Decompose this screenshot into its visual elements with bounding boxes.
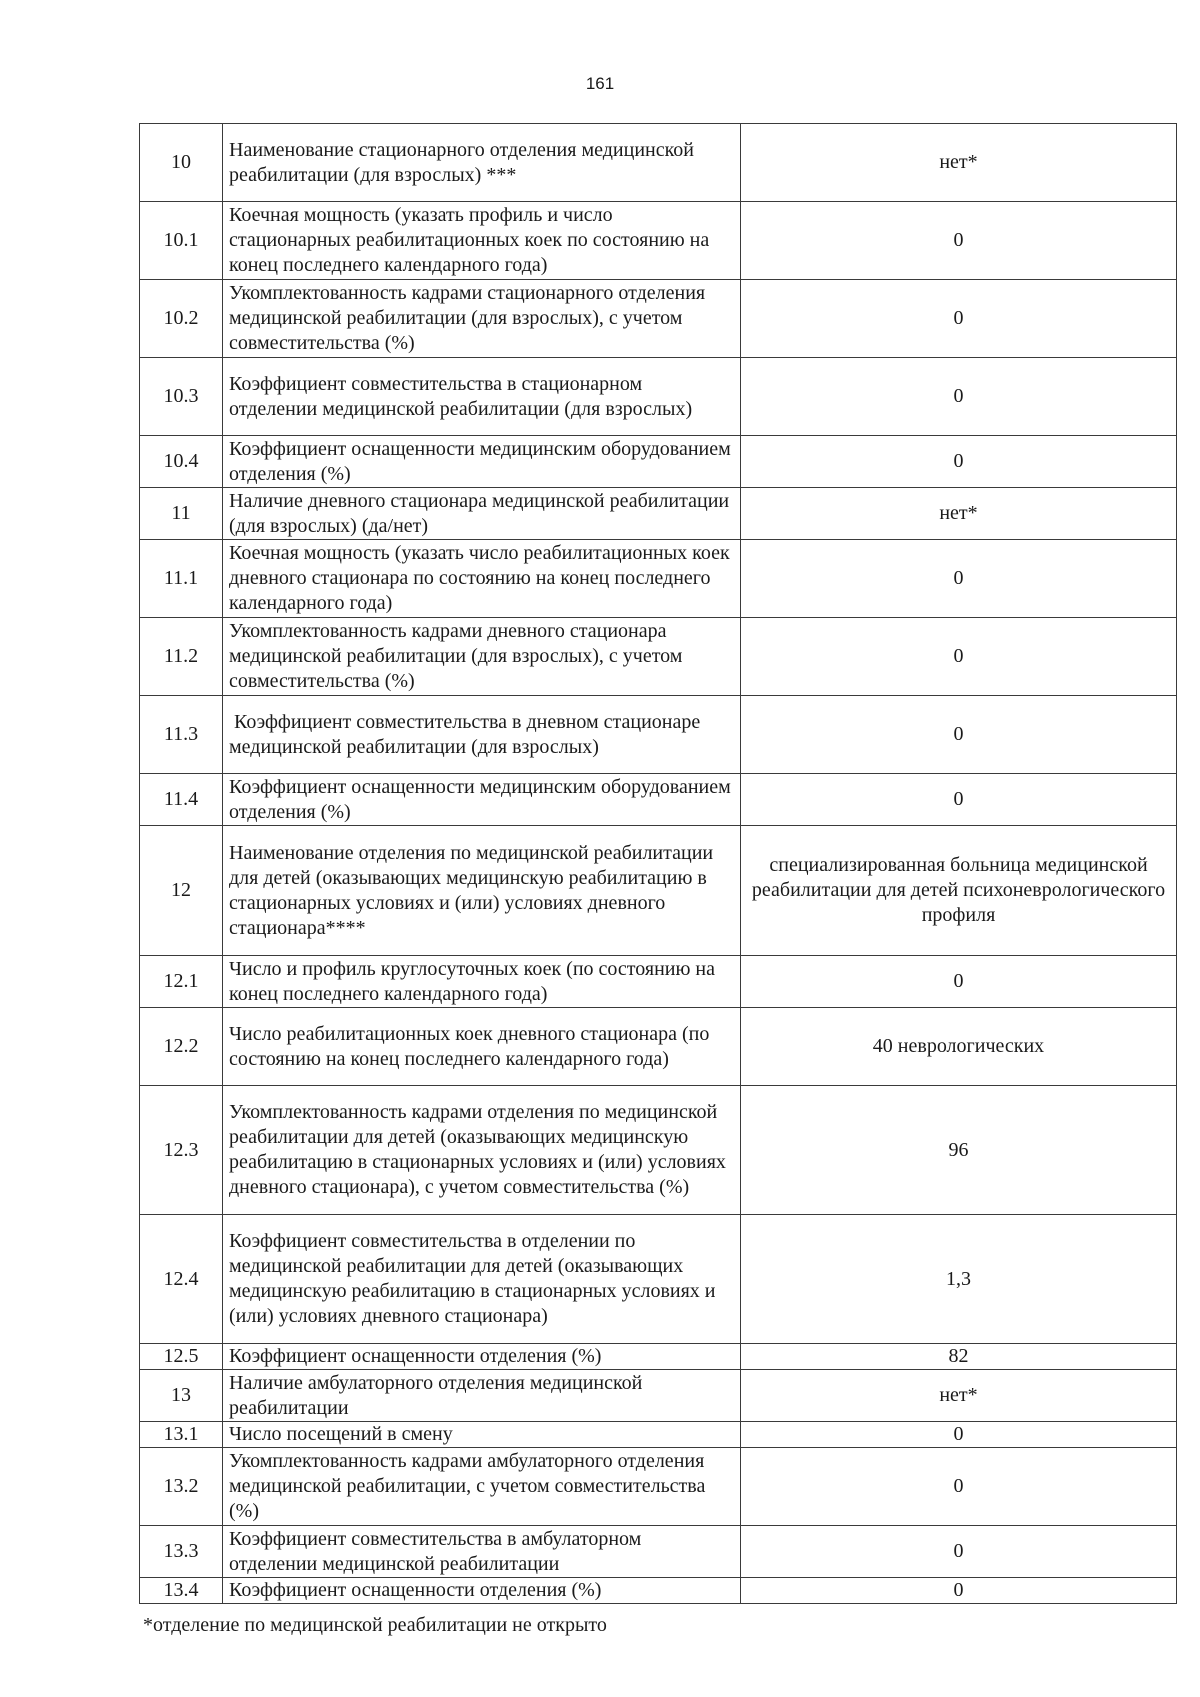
row-value: нет* [741,1370,1177,1422]
row-value: 40 неврологических [741,1008,1177,1086]
row-description: Число реабилитационных коек дневного стационара (по состоянию на конец последнего календарного года) [223,1008,741,1086]
table-row [140,1422,1177,1448]
row-number: 10.2 [140,280,223,358]
row-description: Укомплектованность кадрами амбулаторного отделения медицинской реабилитации, с учетом совместительства (%) [223,1448,741,1526]
table-row [140,358,1177,436]
table-row [140,1526,1177,1578]
table-row [140,696,1177,774]
row-description: Коэффициент оснащенности отделения (%) [223,1344,741,1370]
table-row [140,488,1177,540]
table-row [140,774,1177,826]
row-description: Число посещений в смену [223,1422,741,1448]
row-value: 0 [741,1422,1177,1448]
row-number: 13.3 [140,1526,223,1578]
row-number: 12.2 [140,1008,223,1086]
row-value: 0 [741,358,1177,436]
table-row [140,1008,1177,1086]
row-number: 13 [140,1370,223,1422]
row-number: 12.5 [140,1344,223,1370]
row-value: 0 [741,1448,1177,1526]
row-value: 0 [741,774,1177,826]
row-number: 10.1 [140,202,223,280]
row-value: 0 [741,1526,1177,1578]
row-description: Наличие дневного стационара медицинской реабилитации (для взрослых) (да/нет) [223,488,741,540]
row-description: Коэффициент оснащенности отделения (%) [223,1578,741,1604]
row-number: 13.1 [140,1422,223,1448]
row-description: Коэффициент оснащенности медицинским оборудованием отделения (%) [223,436,741,488]
page-number: 161 [585,74,615,93]
row-number: 11.2 [140,618,223,696]
row-description: Укомплектованность кадрами стационарного отделения медицинской реабилитации (для взрослых), с учетом совместительства (%) [223,280,741,358]
table-row [140,1344,1177,1370]
table-row [140,1448,1177,1526]
row-value: 96 [741,1086,1177,1215]
table-row [140,124,1177,202]
row-value: 0 [741,618,1177,696]
table-row [140,956,1177,1008]
table-row [140,436,1177,488]
row-number: 10.3 [140,358,223,436]
row-value: 82 [741,1344,1177,1370]
table-row [140,1578,1177,1604]
row-number: 12 [140,826,223,956]
table-row [140,1370,1177,1422]
row-number: 10.4 [140,436,223,488]
row-number: 12.3 [140,1086,223,1215]
row-value: 0 [741,956,1177,1008]
row-value: 1,3 [741,1215,1177,1344]
row-value: 0 [741,280,1177,358]
row-description: Укомплектованность кадрами отделения по медицинской реабилитации для детей (оказывающих медицинскую реабилитацию в стационарных условиях и (или) условиях дневного стационара), с учетом совместительства (%) [223,1086,741,1215]
row-description: Коэффициент совместительства в стационарном отделении медицинской реабилитации (для взрослых) [223,358,741,436]
row-value: специализированная больница медицинской реабилитации для детей психоневрологического профиля [741,826,1177,956]
row-number: 12.1 [140,956,223,1008]
footnote: *отделение по медицинской реабилитации не открыто [143,1614,607,1636]
table-row [140,540,1177,618]
row-value: 0 [741,696,1177,774]
table-row [140,1215,1177,1344]
row-number: 13.2 [140,1448,223,1526]
table-row [140,280,1177,358]
row-value: 0 [741,202,1177,280]
table-row [140,1086,1177,1215]
row-description: Укомплектованность кадрами дневного стационара медицинской реабилитации (для взрослых), с учетом совместительства (%) [223,618,741,696]
row-description: Коэффициент совместительства в дневном стационаре медицинской реабилитации (для взрослых) [223,696,741,774]
row-description: Коэффициент совместительства в отделении по медицинской реабилитации для детей (оказывающих медицинскую реабилитацию в стационарных условиях и (или) условиях дневного стационара) [223,1215,741,1344]
row-number: 11 [140,488,223,540]
row-value: нет* [741,124,1177,202]
table-row [140,618,1177,696]
row-value: 0 [741,540,1177,618]
row-number: 11.1 [140,540,223,618]
table-row [140,202,1177,280]
row-value: 0 [741,1578,1177,1604]
row-value: 0 [741,436,1177,488]
row-value: нет* [741,488,1177,540]
row-description: Наименование стационарного отделения медицинской реабилитации (для взрослых) *** [223,124,741,202]
row-number: 11.4 [140,774,223,826]
rehabilitation-table [139,123,1177,1604]
row-description: Коэффициент совместительства в амбулаторном отделении медицинской реабилитации [223,1526,741,1578]
row-number: 10 [140,124,223,202]
row-description: Коечная мощность (указать число реабилитационных коек дневного стационара по состоянию на конец последнего календарного года) [223,540,741,618]
row-description: Наличие амбулаторного отделения медицинской реабилитации [223,1370,741,1422]
row-description: Наименование отделения по медицинской реабилитации для детей (оказывающих медицинскую реабилитацию в стационарных условиях и (или) условиях дневного стационара**** [223,826,741,956]
row-description: Коэффициент оснащенности медицинским оборудованием отделения (%) [223,774,741,826]
table-row [140,826,1177,956]
row-number: 11.3 [140,696,223,774]
row-description: Коечная мощность (указать профиль и число стационарных реабилитационных коек по состоянию на конец последнего календарного года) [223,202,741,280]
row-description: Число и профиль круглосуточных коек (по состоянию на конец последнего календарного года) [223,956,741,1008]
row-number: 13.4 [140,1578,223,1604]
row-number: 12.4 [140,1215,223,1344]
